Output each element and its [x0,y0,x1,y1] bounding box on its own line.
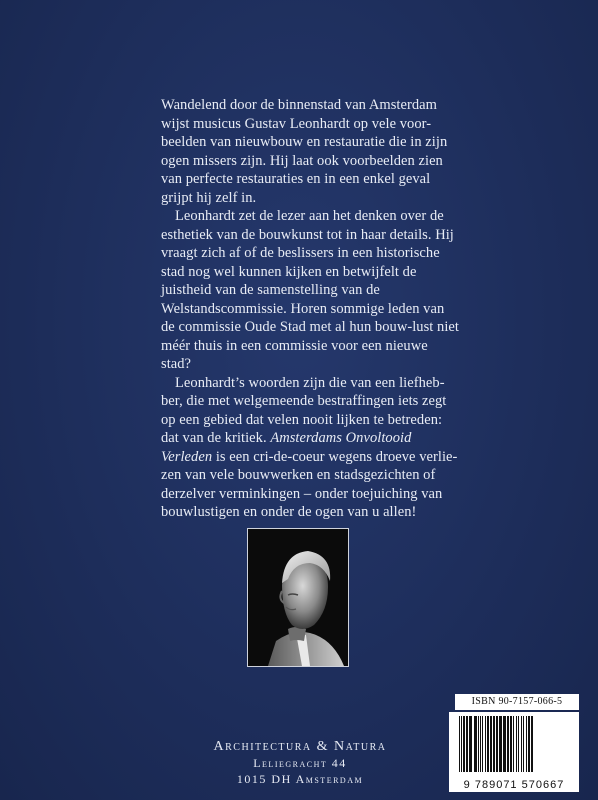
barcode-bar [499,716,502,772]
barcode-bar [516,716,517,772]
portrait-illustration [248,529,348,666]
book-title-italic: Amsterdams Onvoltooid Verleden [161,430,412,465]
barcode-bar [510,716,512,772]
barcode-bar [493,716,495,772]
blurb-paragraph-2: Leonhardt zet de lezer aan het denken over de esthetiek van de bouwkunst tot in haar details. Hij vraagt zich af of de beslissers in een historische stad nog wel kunnen kijken en betwijfelt de juistheid van de samenstelling van de Welstandscommissie. Horen sommige leden van de commissie Oude Stad met al hun bouw-lust niet méér thuis in een commissie voor een nieuwe stad? [161,208,459,372]
barcode-bar [461,716,462,772]
barcode-bar [518,716,519,772]
blurb-paragraph-3 [161,374,461,522]
barcode-bar [528,716,530,772]
barcode-bar [466,716,468,772]
barcode-bar [507,716,509,772]
barcode-bar [469,716,472,772]
barcode-bar [478,716,479,772]
barcode-bar [496,716,498,772]
publisher-street: Leliegracht 44 [253,756,347,770]
barcode-bar [531,716,533,772]
blurb-p3-end: is een cri-de-coeur wegens droeve verlie-zen van vele bouwwerken en stadsgezichten of derzelver verminkingen – onder toejuiching van bouwlustigen en onder de ogen van u allen! [161,448,458,520]
barcode-bars [449,712,579,778]
barcode [449,712,579,792]
barcode-bar [521,716,522,772]
publisher-name: Architectura & Natura [213,739,387,754]
barcode-bar [526,716,527,772]
barcode-bar [463,716,465,772]
barcode-bar [487,716,489,772]
isbn-label: ISBN 90-7157-066-5 [455,694,579,710]
barcode-bar [503,716,506,772]
barcode-bar [480,716,481,772]
barcode-bar [485,716,486,772]
barcode-digits: 9 789071 570667 [463,779,565,791]
back-cover-blurb [161,96,461,522]
barcode-bar [490,716,492,772]
publisher-block [140,738,460,787]
blurb-p3-start: Leonhardt’s woorden zijn die van een liefheb-ber, die met welgemeende bestraffingen iets zegt op een gebied dat velen nooit lijken te betreden: dat van de kritiek. [161,374,447,446]
barcode-bar [482,716,483,772]
publisher-city: 1015 DH Amsterdam [236,772,364,786]
barcode-bar [474,716,477,772]
barcode-bar [523,716,524,772]
author-portrait-photo [247,528,349,667]
blurb-paragraph-1: Wandelend door de binnenstad van Amsterdam wijst musicus Gustav Leonhardt op vele voor-beelden van nieuwbouw en restauratie die in zijn ogen missers zijn. Hij laat ook voorbeelden zien van perfecte restauraties en in een enkel geval grijpt hij zelf in. [161,97,448,206]
barcode-bar [513,716,514,772]
